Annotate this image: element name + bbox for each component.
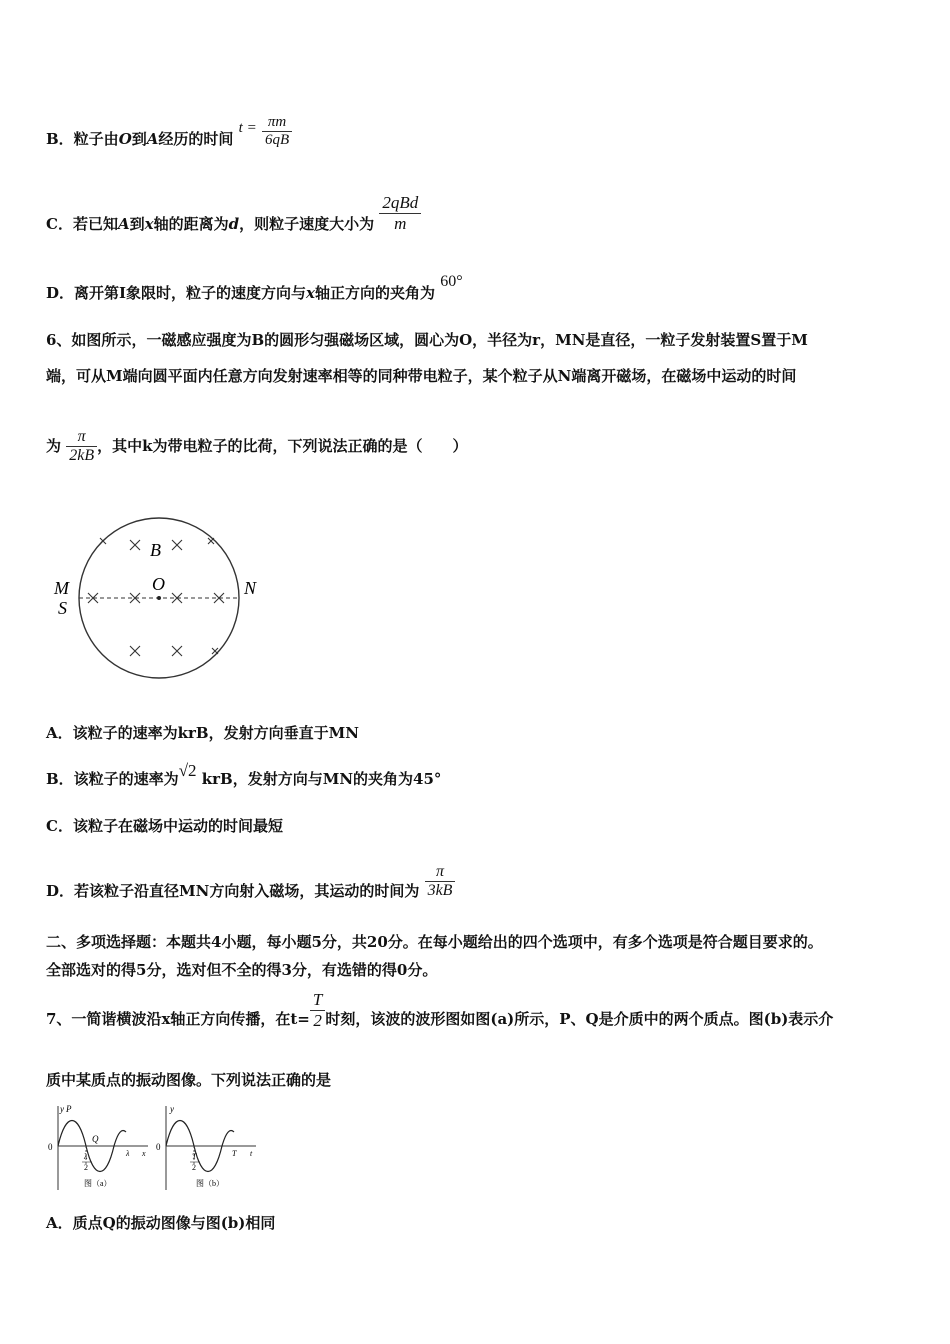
q6-stem-line3: 为 $\frac{\pi}{2kB}$ ，其中k为带电粒子的比荷，下列说法正确的是（ ）: [46, 428, 468, 465]
cross-mark: [130, 540, 140, 550]
q7-figure-a: [44, 1102, 154, 1194]
q5-option-d: D．离开第Ⅰ象限时，粒子的速度方向与x轴正方向的夹角为 60°: [46, 273, 463, 302]
q6-option-d: D．若该粒子沿直径MN方向射入磁场，其运动的时间为 $\frac{\pi}{3kB}$: [46, 873, 455, 911]
label-n: N: [244, 578, 257, 598]
fig-a-y-label: y: [60, 1104, 64, 1114]
fig-b-y-label: y: [170, 1104, 174, 1114]
q7-stem-line2: 质中某质点的振动图像。下列说法正确的是: [46, 1071, 332, 1089]
fig-b-origin: 0: [156, 1142, 161, 1152]
q6-field-figure: [48, 508, 268, 693]
fig-a-q-label: Q: [92, 1134, 99, 1144]
q5-b-fraction: $\frac{\pi m}{6qB}$: [262, 114, 292, 150]
fig-b-half-den: 2: [192, 1163, 196, 1172]
fig-a-x-label: x: [142, 1149, 146, 1158]
q6-time-fraction: $\frac{\pi}{2kB}$: [66, 428, 97, 466]
q6-d-fraction: $\frac{\pi}{3kB}$: [425, 863, 456, 901]
q6-stem: 6、如图所示，一磁感应强度为B的圆形匀强磁场区域，圆心为O，半径为r，MN是直径，一粒子发射装置S置于M 端，可从M端向圆平面内任意方向发射速率相等的同种带电粒子，某个粒子从N端离开磁场，在磁场中运动的时间: [46, 331, 808, 385]
q7-time-fraction: $\frac{T}{2}$: [310, 990, 325, 1030]
fig-a-half-den: 2: [84, 1163, 88, 1172]
q6-option-a: A．该粒子的速率为krB，发射方向垂直于MN: [46, 724, 359, 742]
fig-b-caption: 图（b）: [196, 1179, 224, 1188]
q7-figure-b: [156, 1102, 262, 1194]
section-2-header: 二、多项选择题：本题共4小题，每小题5分，共20分。在每小题给出的四个选项中，有多个选项是符合题目要求的。 全部选对的得5分，选对但不全的得3分，有选错的得0分。: [46, 933, 823, 979]
q6-option-c: C．该粒子在磁场中运动的时间最短: [46, 817, 283, 835]
label-b: B: [150, 540, 161, 560]
q7-stem: 7、一简谐横波沿x轴正方向传播，在t= $\frac{T}{2}$ 时刻，该波的波形图如图(a)所示，P、Q是介质中的两个质点。图(b)表示介: [46, 990, 834, 1030]
fig-a-caption: 图（a）: [84, 1179, 112, 1188]
fig-a-origin: 0: [48, 1142, 53, 1152]
fig-b-t-label: t: [250, 1149, 253, 1158]
fig-b-half-num: T: [192, 1152, 197, 1161]
q5-option-c: C．若已知A到x轴的距离为d，则粒子速度大小为 $\frac{\text{2qBd}}{m}$: [46, 205, 421, 245]
cross-mark: [130, 646, 140, 656]
label-m: M: [54, 578, 69, 598]
fig-a-half-num: λ: [84, 1152, 88, 1161]
label-o: O: [152, 574, 165, 594]
fig-a-p-label: P: [66, 1104, 72, 1114]
fig-a-lambda: λ: [126, 1149, 130, 1158]
fig-b-period: T: [232, 1149, 237, 1158]
q5-c-fraction: $\frac{\text{2qBd}}{m}$: [379, 193, 421, 233]
q5-option-b: B．粒子由O到A经历的时间 t = $\frac{\pi m}{6qB}$: [46, 122, 292, 158]
q6-option-b: B．该粒子的速率为√2 krB，发射方向与MN的夹角为45°: [46, 761, 442, 788]
cross-mark: [208, 538, 214, 544]
q7-option-a: A．质点Q的振动图像与图(b)相同: [46, 1214, 276, 1232]
center-dot: [157, 596, 161, 600]
cross-mark: [212, 648, 218, 654]
cross-mark: [100, 538, 106, 544]
label-s: S: [58, 598, 67, 618]
cross-mark: [172, 646, 182, 656]
cross-mark: [172, 540, 182, 550]
